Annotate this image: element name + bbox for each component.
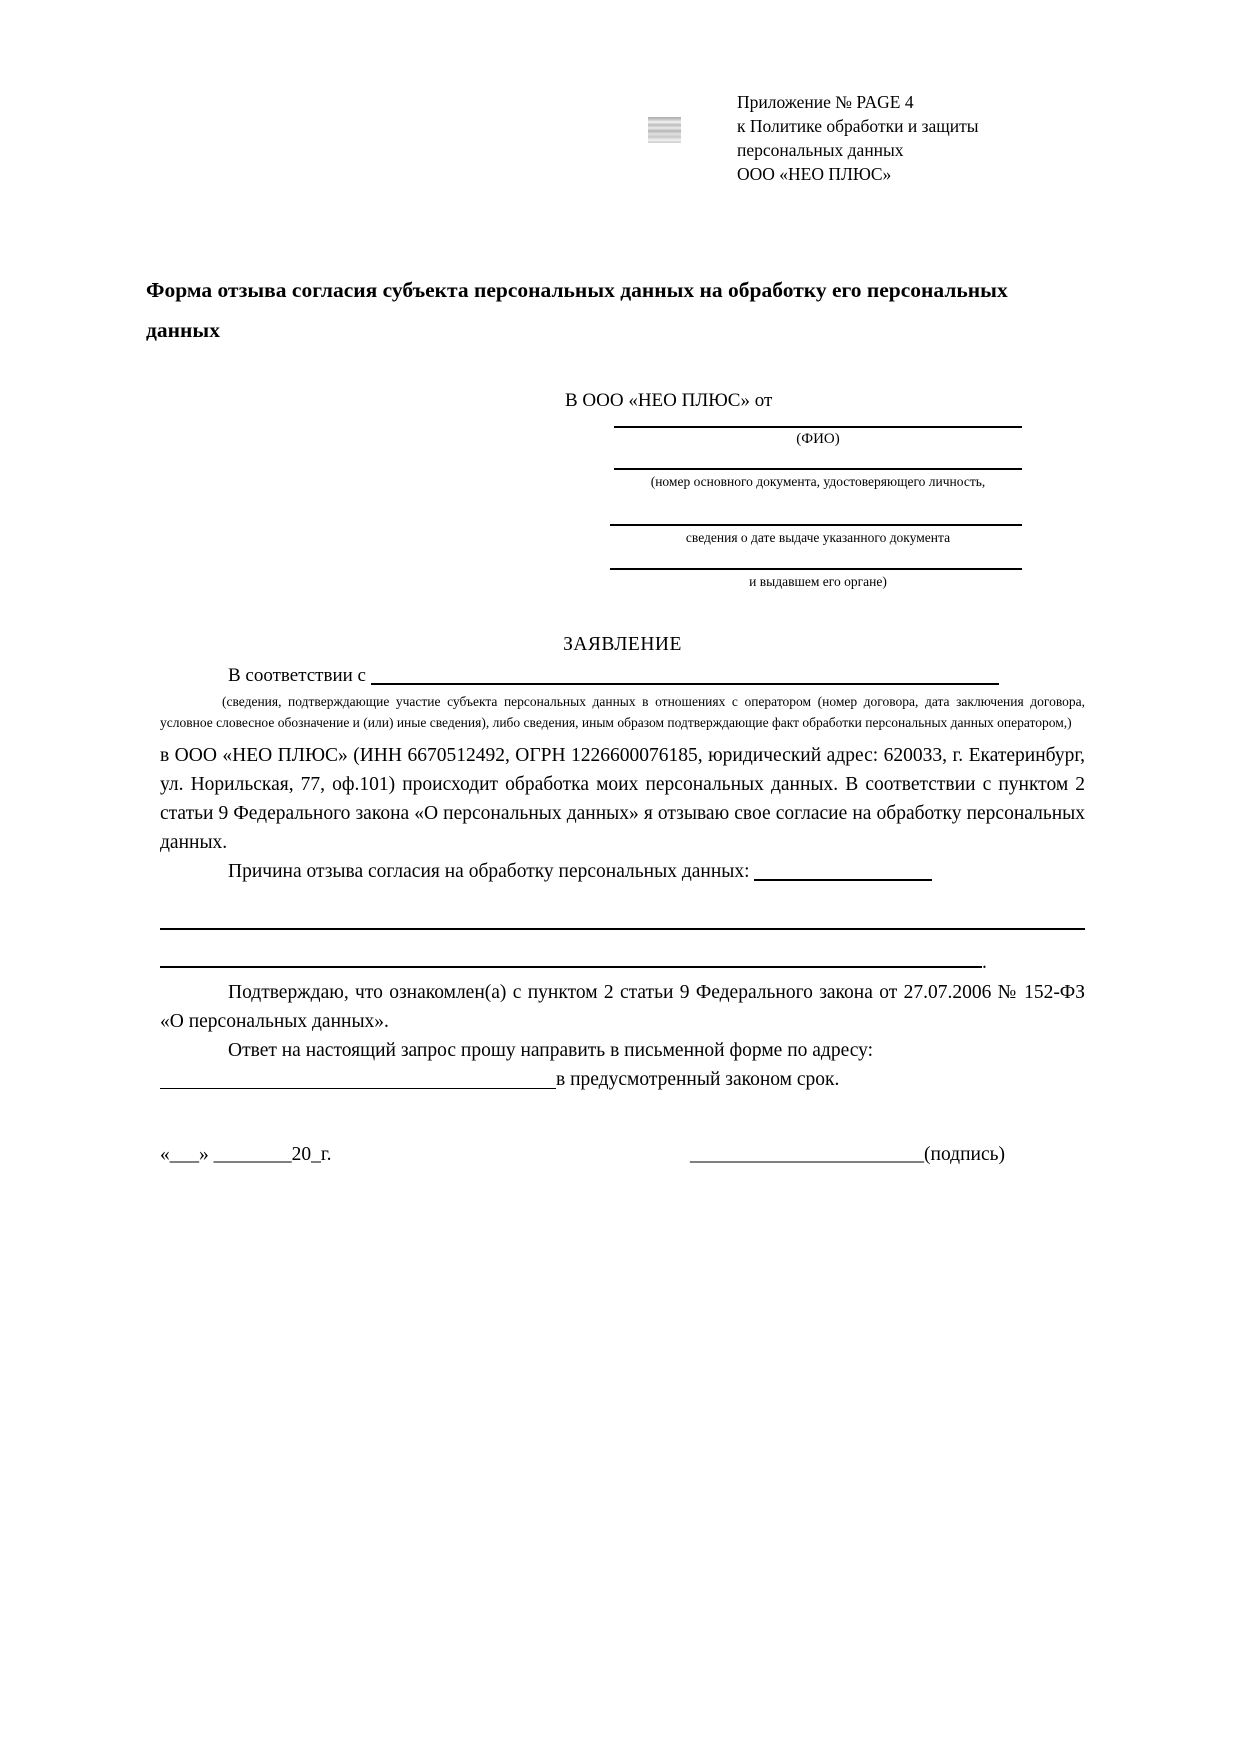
footnote-content: (сведения, подтверждающие участие субъекта персональных данных в отношениях с оператором (номер договора, дата заключения договора, условное словесное обозначение и (или) иные сведения), либо сведения, иным образом подтверждающие факт обработки персональных данных оператором,) <box>160 694 1085 730</box>
date-fill-line: «___» ________20_г. <box>160 1144 332 1165</box>
statement-heading: ЗАЯВЛЕНИЕ <box>563 634 682 655</box>
document-title: Форма отзыва согласия субъекта персональных данных на обработку его персональных данных <box>146 278 1008 342</box>
response-tail-text: в предусмотренный законом срок. <box>556 1069 840 1090</box>
issue-date-label: сведения о дате выдаче указанного документа <box>685 530 951 545</box>
document-number-blank-line <box>614 448 1022 470</box>
reason-line <box>160 857 1085 886</box>
document-number-label: (номер основного документа, удостоверяющего личность, <box>650 474 986 489</box>
signature-blank-line: ________________________ <box>690 1144 925 1165</box>
in-accordance-line <box>160 664 1085 687</box>
header-appendix-line: Приложение № PAGE 4 <box>737 92 914 112</box>
fio-label: (ФИО) <box>796 431 840 447</box>
statement-body: в ООО «НЕО ПЛЮС» (ИНН 6670512492, ОГРН 1226600076185, юридический адрес: 620033, г. Екатеринбург, ул. Норильская, 77, оф.101) происходит обработка моих персональных данных. В соответствии с пунктом 2 статьи 9 Федерального закона «О персональных данных» я отзываю свое согласие на обработку персональных данных. <box>160 745 1085 853</box>
response-address-blank <box>160 1069 556 1090</box>
response-request-line: Ответ на настоящий запрос прошу направить в письменной форме по адресу: <box>228 1040 874 1061</box>
signature-row <box>160 1144 1085 1166</box>
header-block <box>737 90 1085 186</box>
in-accordance-blank <box>371 664 999 685</box>
blurred-stamp-icon <box>648 117 681 143</box>
addressee-fill-lines <box>614 412 1022 590</box>
footnote-text <box>160 691 1085 733</box>
in-accordance-label: В соответствии с <box>228 665 366 686</box>
signature-area <box>690 1144 1005 1166</box>
addressee-block <box>565 390 1022 590</box>
confirmation-paragraph: Подтверждаю, что ознакомлен(а) с пунктом 2 статьи 9 Федерального закона от 27.07.2006 № 152-ФЗ «О персональных данных». <box>160 982 1085 1032</box>
response-address-line <box>160 1065 1085 1094</box>
reason-blank-line-2 <box>160 952 1085 973</box>
reason-blank-inline <box>754 860 932 882</box>
addressee-to-line: В ООО «НЕО ПЛЮС» от <box>565 390 773 411</box>
reason-blank-line-2-rule <box>160 954 982 968</box>
reason-label: Причина отзыва согласия на обработку персональных данных: <box>228 861 750 882</box>
fio-blank-line <box>614 412 1022 428</box>
reason-blank-line-1 <box>160 926 1085 930</box>
issue-date-blank-line <box>610 490 1022 526</box>
issuing-authority-blank-line <box>610 546 1022 570</box>
signature-label: (подпись) <box>924 1144 1005 1165</box>
issuing-authority-label: и выдавшем его органе) <box>749 574 887 589</box>
header-policy-line: к Политике обработки и защиты <box>737 116 979 136</box>
header-policy-line2: персональных данных <box>737 140 904 160</box>
header-company-name: ООО «НЕО ПЛЮС» <box>737 164 892 184</box>
reason-blank-line-2-period: . <box>982 952 987 973</box>
